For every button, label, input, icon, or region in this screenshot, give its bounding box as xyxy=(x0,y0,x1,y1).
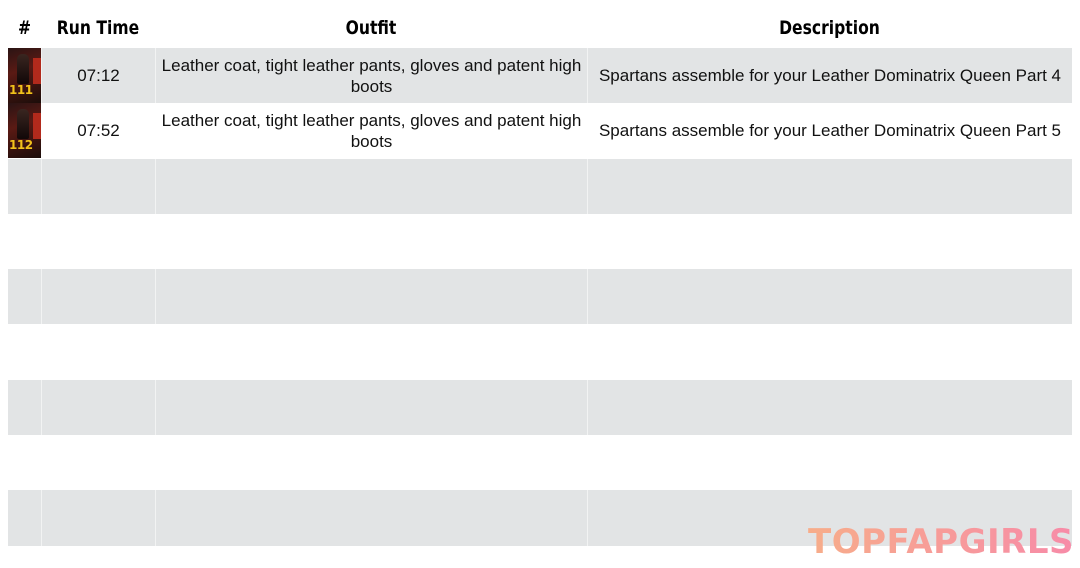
thumbnail-cell xyxy=(8,103,41,158)
outfit-cell: Leather coat, tight leather pants, gloves and patent high boots xyxy=(155,103,587,158)
header-description: Description xyxy=(779,17,880,39)
run-time-cell: 07:52 xyxy=(41,103,155,158)
header-number: # xyxy=(17,17,32,39)
video-table xyxy=(8,8,1072,546)
table-row[interactable] xyxy=(8,48,1072,103)
description-cell: Spartans assemble for your Leather Dominatrix Queen Part 4 xyxy=(587,48,1072,103)
watermark-logo: TOPFAPGIRLS xyxy=(808,522,1074,562)
empty-row xyxy=(8,214,1072,269)
header-run-time: Run Time xyxy=(56,17,140,39)
run-time-cell: 07:12 xyxy=(41,48,155,103)
table-row[interactable] xyxy=(8,103,1072,158)
empty-row xyxy=(8,159,1072,214)
video-thumbnail[interactable] xyxy=(8,103,41,158)
outfit-cell: Leather coat, tight leather pants, gloves and patent high boots xyxy=(155,48,587,103)
empty-row xyxy=(8,269,1072,324)
table-header xyxy=(8,8,1072,48)
header-outfit: Outfit xyxy=(345,17,397,39)
empty-row xyxy=(8,435,1072,490)
empty-row xyxy=(8,324,1072,379)
video-thumbnail[interactable] xyxy=(8,48,41,103)
thumbnail-number: 111 xyxy=(9,83,33,98)
thumbnail-cell xyxy=(8,48,41,103)
empty-row xyxy=(8,380,1072,435)
description-cell: Spartans assemble for your Leather Dominatrix Queen Part 5 xyxy=(587,103,1072,158)
thumbnail-number: 112 xyxy=(9,138,33,153)
